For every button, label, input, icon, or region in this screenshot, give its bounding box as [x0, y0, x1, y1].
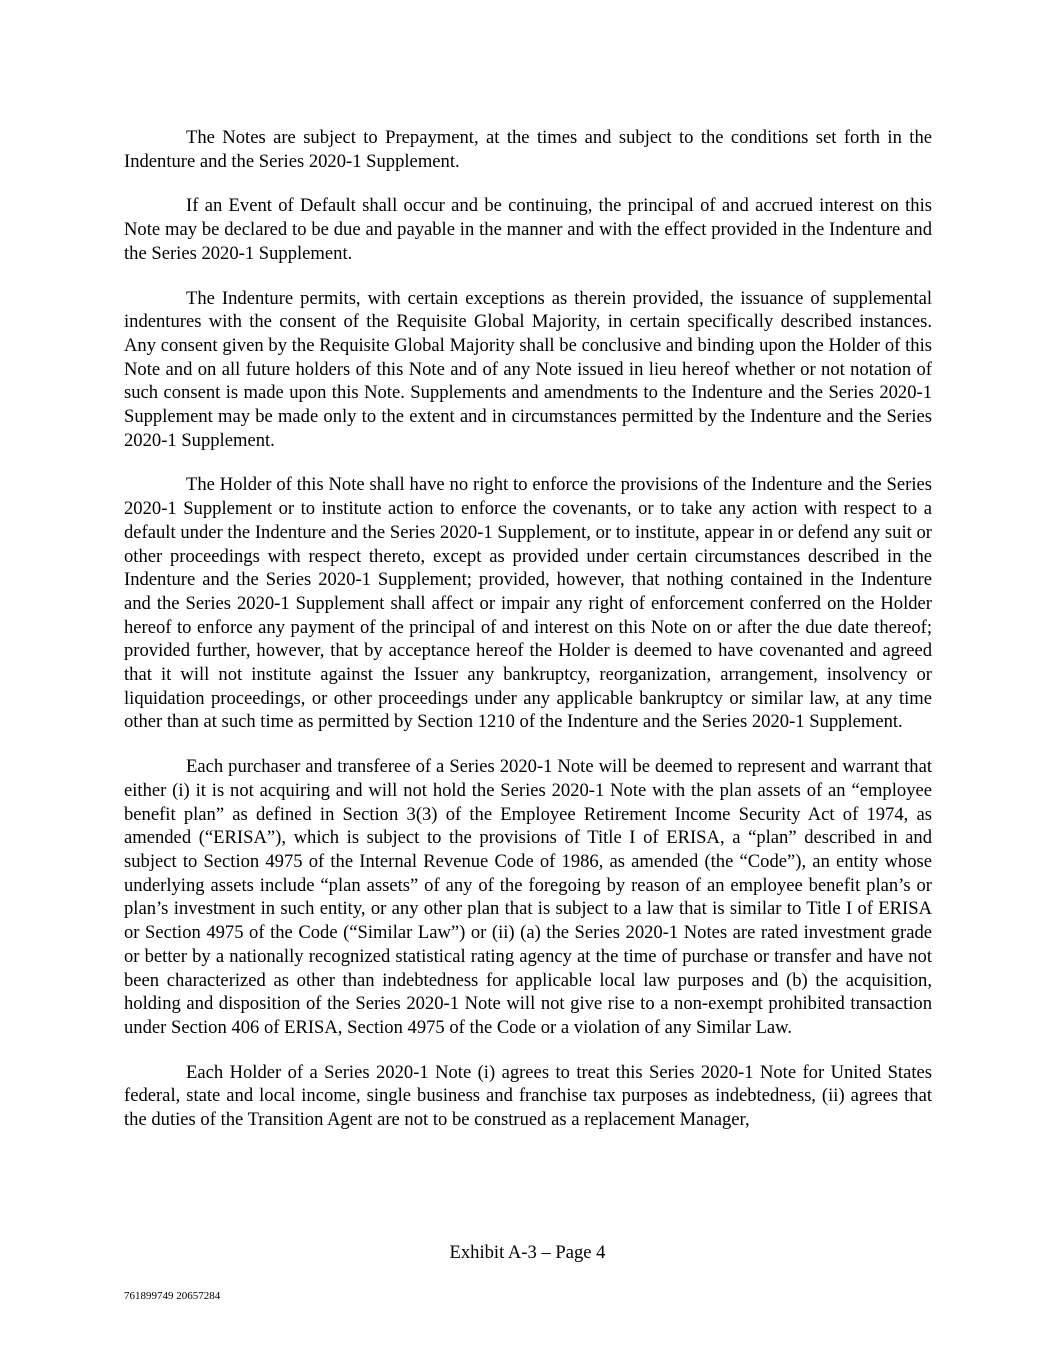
document-body — [124, 126, 932, 1153]
paragraph-enforcement-rights: The Holder of this Note shall have no right to enforce the provisions of the Indenture and the Series 2020-1 Supplement or to institute action to enforce the covenants, or to take any action with respect to a default under the Indenture and the Series 2020-1 Supplement, or to institute, appear in or defend any suit or other proceedings with respect thereto, except as provided under certain circumstances described in the Indenture and the Series 2020-1 Supplement; provided, however, that nothing contained in the Indenture and the Series 2020-1 Supplement shall affect or impair any right of enforcement conferred on the Holder hereof to enforce any payment of the principal of and interest on this Note on or after the due date thereof; provided further, however, that by acceptance hereof the Holder is deemed to have covenanted and agreed that it will not institute against the Issuer any bankruptcy, reorganization, arrangement, insolvency or liquidation proceedings, or other proceedings under any applicable bankruptcy or similar law, at any time other than at such time as permitted by Section 1210 of the Indenture and the Series 2020-1 Supplement. — [124, 474, 932, 733]
paragraph-erisa-representation: Each purchaser and transferee of a Series 2020-1 Note will be deemed to represent and warrant that either (i) it is not acquiring and will not hold the Series 2020-1 Note with the plan assets of an “employee benefit plan” as defined in Section 3(3) of the Employee Retirement Income Security Act of 1974, as amended (“ERISA”), which is subject to the provisions of Title I of ERISA, a “plan” described in and subject to Section 4975 of the Internal Revenue Code of 1986, as amended (the “Code”), an entity whose underlying assets include “plan assets” of any of the foregoing by reason of an employee benefit plan’s or plan’s investment in such entity, or any other plan that is subject to a law that is similar to Title I of ERISA or Section 4975 of the Code (“Similar Law”) or (ii) (a) the Series 2020-1 Notes are rated investment grade or better by a nationally recognized statistical rating agency at the time of purchase or transfer and have not been characterized as other than indebtedness for applicable local law purposes and (b) the acquisition, holding and disposition of the Series 2020-1 Note will not give rise to a non-exempt prohibited transaction under Section 406 of ERISA, Section 4975 of the Code or a violation of any Similar Law. — [124, 756, 932, 1038]
document-id: 761899749 20657284 — [124, 1290, 221, 1302]
paragraph-prepayment: The Notes are subject to Prepayment, at the times and subject to the conditions set forth in the Indenture and the Series 2020-1 Supplement. — [124, 127, 932, 172]
page-footer: Exhibit A-3 – Page 4 — [449, 1242, 606, 1263]
paragraph-event-of-default: If an Event of Default shall occur and be continuing, the principal of and accrued interest on this Note may be declared to be due and payable in the manner and with the effect provided in the Indenture and the Series 2020-1 Supplement. — [124, 195, 932, 264]
paragraph-supplemental-indentures: The Indenture permits, with certain exceptions as therein provided, the issuance of supplemental indentures with the consent of the Requisite Global Majority, in certain specifically described instances. Any consent given by the Requisite Global Majority shall be conclusive and binding upon the Holder of this Note and on all future holders of this Note and of any Note issued in lieu hereof whether or not notation of such consent is made upon this Note. Supplements and amendments to the Indenture and the Series 2020-1 Supplement may be made only to the extent and in circumstances permitted by the Indenture and the Series 2020-1 Supplement. — [124, 287, 932, 451]
paragraph-tax-treatment: Each Holder of a Series 2020-1 Note (i) agrees to treat this Series 2020-1 Note for United States federal, state and local income, single business and franchise tax purposes as indebtedness, (ii) agrees that the duties of the Transition Agent are not to be construed as a replacement Manager, — [124, 1061, 932, 1131]
